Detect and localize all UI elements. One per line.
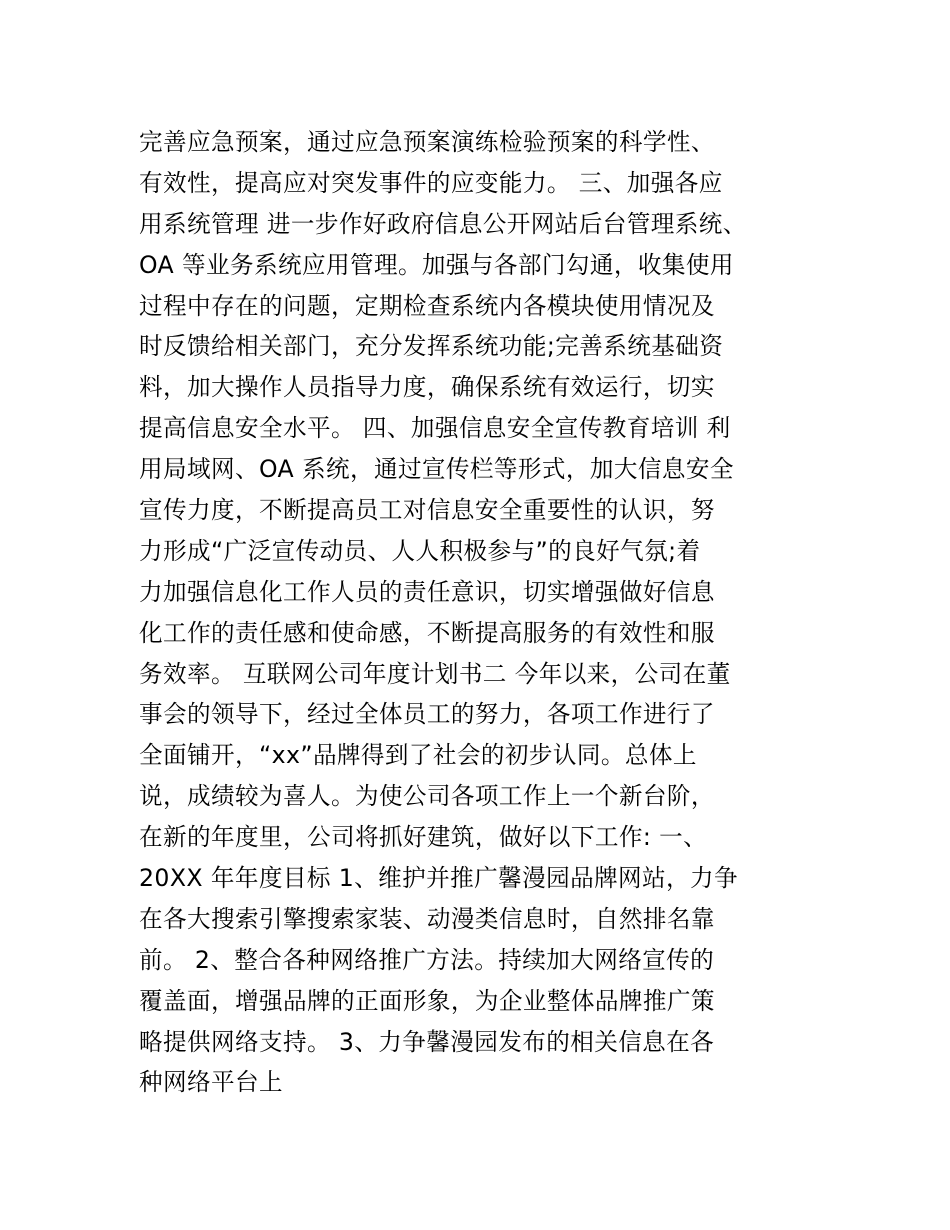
text-line: 有效性，提高应对突发事件的应变能力。 三、加强各应 (139, 168, 723, 197)
text-line: 完善应急预案，通过应急预案演练检验预案的科学性、 (139, 128, 715, 156)
text-line: 20XX 年年度目标 1、维护并推广馨漫园品牌网站，力争 (139, 864, 739, 893)
text-line: 种网络平台上 (139, 1068, 283, 1097)
text-line: 务效率。 互联网公司年度计划书二 今年以来，公司在董 (139, 659, 731, 688)
text-line: 说，成绩较为喜人。为使公司各项工作上一个新台阶， (139, 782, 715, 811)
text-line: 化工作的责任感和使命感，不断提高服务的有效性和服 (139, 618, 715, 647)
text-line: 用局域网、OA 系统，通过宣传栏等形式，加大信息安全 (139, 455, 734, 484)
text-line: 在各大搜索引擎搜索家装、动漫类信息时，自然排名靠 (139, 904, 715, 933)
text-line: 全面铺开，“xx”品牌得到了社会的初步认同。总体上 (139, 741, 697, 770)
text-line: 力加强信息化工作人员的责任意识，切实增强做好信息 (139, 577, 715, 606)
text-line: 事会的领导下，经过全体员工的努力，各项工作进行了 (139, 700, 715, 729)
text-line: 提高信息安全水平。 四、加强信息安全宣传教育培训 利 (139, 414, 731, 443)
text-line: 时反馈给相关部门，充分发挥系统功能;完善系统基础资 (139, 332, 724, 361)
text-line: 力形成“广泛宣传动员、人人积极参与”的良好气氛;着 (139, 536, 701, 565)
text-line: 略提供网络支持。 3、力争馨漫园发布的相关信息在各 (139, 1027, 715, 1056)
text-line: 宣传力度，不断提高员工对信息安全重要性的认识，努 (139, 496, 715, 525)
body-text (139, 122, 839, 1103)
text-line: 覆盖面，增强品牌的正面形象，为企业整体品牌推广策 (139, 986, 715, 1015)
text-line: 料，加大操作人员指导力度，确保系统有效运行，切实 (139, 373, 715, 402)
text-line: 用系统管理 进一步作好政府信息公开网站后台管理系统、 (139, 209, 747, 238)
text-line: 前。 2、整合各种网络推广方法。持续加大网络宣传的 (139, 945, 715, 974)
text-line: OA 等业务系统应用管理。加强与各部门勾通，收集使用 (139, 250, 734, 279)
text-line: 在新的年度里，公司将抓好建筑，做好以下工作: 一、 (139, 823, 708, 852)
text-line: 过程中存在的问题，定期检查系统内各模块使用情况及 (139, 291, 715, 320)
